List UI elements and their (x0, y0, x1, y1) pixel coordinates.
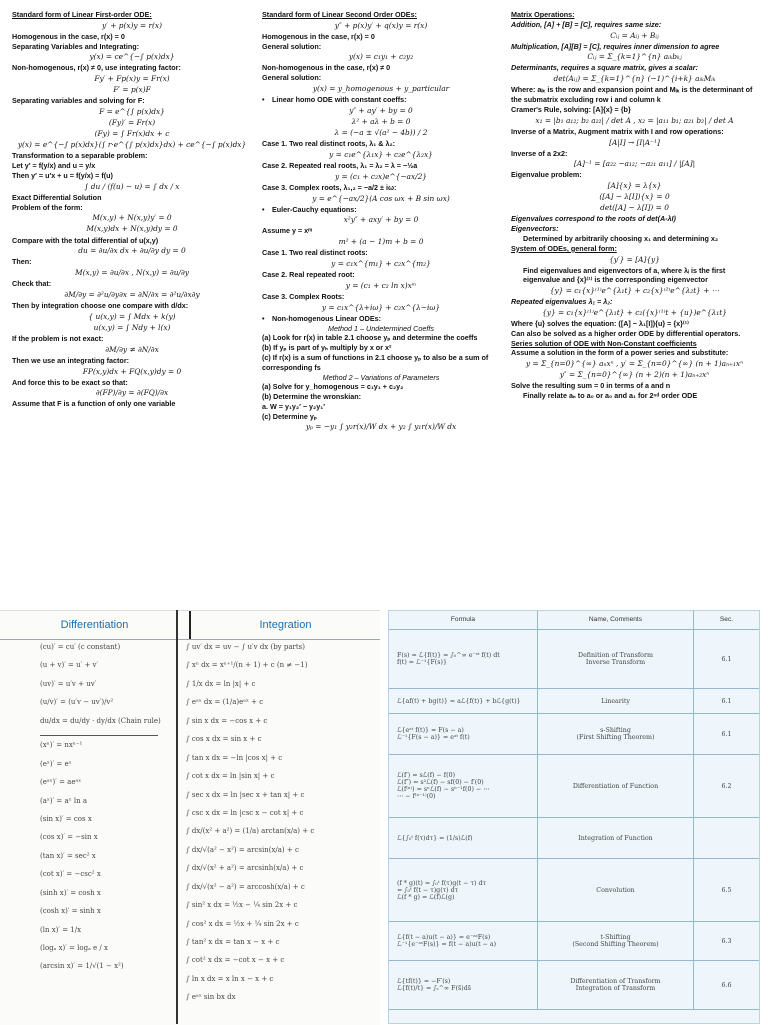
integral-rule: ∫ tan x dx = −ln |cos x| + c (186, 753, 283, 762)
name-line: (First Shifting Theorem) (576, 734, 655, 741)
text-line: Case 1. Two real distinct roots: (262, 248, 368, 258)
name-cell (538, 961, 694, 1009)
equation: det(Aᵢⱼ) = Σ_{k=1}^{n} (−1)^{i+k} aᵢₖMᵢₖ (553, 74, 716, 84)
laplace-row (389, 961, 759, 1010)
equation: y″ = Σ_{n=0}^{∞} (n + 2)(n + 1)aₙ₊₂xⁿ (559, 370, 710, 380)
equation: ([A] − λ[I]){x} = 0 (599, 192, 670, 202)
name-line: Convolution (596, 886, 635, 894)
laplace-transform-table (388, 610, 760, 1024)
laplace-row (389, 714, 759, 755)
name-line: Differentiation of Function (572, 782, 659, 790)
integral-rule: ∫ sin² x dx = ½x − ¼ sin 2x + c (186, 901, 298, 910)
equation: y = Σ_{n=0}^{∞} aₙxⁿ , y′ = Σ_{n=0}^{∞} (n + 1)aₙ₊₁xⁿ (525, 359, 744, 369)
equation: (Fy) = ∫ Fr(x)dx + c (94, 129, 170, 139)
derivative-rule: (eˣ)′ = eˣ (40, 759, 72, 768)
equation: y′ + p(x)y = r(x) (102, 20, 162, 30)
header-name: Name, Comments (538, 611, 694, 629)
section-heading: Series solution of ODE with Non-Constant coefficients (511, 338, 697, 348)
derivative-rule: (cot x)′ = −csc² x (40, 870, 101, 879)
text-line: Method 2 – Variations of Parameters (322, 372, 440, 382)
text-line: Eigenvalue problem: (511, 170, 582, 180)
formula-line: ℒ(f″) = s²ℒ(f) − sf(0) − f′(0) (397, 779, 484, 786)
formula-cell (389, 714, 538, 754)
formula-line: ℒ{f(t)/t} = ∫ₛ^∞ F(s̃)ds̃ (397, 985, 471, 992)
integral-rule: ∫ dx/√(a² − x²) = arcsin(x/a) + c (186, 845, 299, 854)
formula-cell (389, 922, 538, 960)
name-cell (538, 689, 694, 713)
formula-line: ℒ{∫₀ᵗ f(τ)dτ} = (1/s)ℒ(f) (397, 834, 473, 842)
name-line: t-Shifting (600, 934, 631, 941)
integral-rule: ∫ sin x dx = −cos x + c (186, 716, 268, 725)
equation: [A]{x} = λ{x} (607, 181, 662, 191)
integral-rule: ∫ cos² x dx = ½x + ¼ sin 2x + c (186, 919, 299, 928)
text-line: Where {u} solves the equation: ([A] − λ₁[I]){u} = {x}⁽¹⁾ (511, 319, 689, 329)
text-line: Compare with the total differential of u(x,y) (12, 235, 159, 245)
text-line: Separating variables and solving for F: (12, 96, 145, 106)
name-cell (538, 755, 694, 817)
equation: y(x) = ce^{−∫ p(x)dx} (89, 52, 175, 62)
equation: y(x) = y_homogenous + y_particular (312, 84, 450, 94)
text-line: Check that: (12, 279, 52, 289)
section-cell: 6.1 (721, 697, 732, 705)
name-line: Definition of Transform (578, 652, 653, 659)
equation: y(x) = e^{−∫ p(x)dx}(∫ r·e^{∫ p(x)dx}dx) + ce^{−∫ p(x)dx} (17, 140, 247, 150)
formula-line: ℒ(f * g) = ℒ(f)ℒ(g) (397, 893, 455, 901)
formula-cell (389, 818, 538, 858)
integral-rule: ∫ tan² x dx = tan x − x + c (186, 938, 280, 946)
text-line: General solution: (262, 73, 322, 83)
name-line: Differentiation of Transform (570, 978, 661, 985)
name-line: Integration of Transform (575, 985, 656, 992)
formula-line: ℒ{f(t − a)u(t − a)} = e⁻ᵃˢF(s) (397, 934, 491, 941)
equation: {y′} = [A]{y} (609, 254, 660, 264)
laplace-row (389, 630, 759, 689)
text-line: Eigenvectors: (511, 224, 559, 234)
text-line: Assume a solution in the form of a power series and substitute: (511, 348, 729, 358)
equation: ∂M/∂y = ∂²u/∂y∂x = ∂N/∂x = ∂²u/∂x∂y (64, 289, 200, 299)
text-line: Non-homogenous, r(x) ≠ 0, use integrating factor: (12, 63, 181, 73)
derivative-rule: (eᵃˣ)′ = aeᵃˣ (40, 778, 82, 787)
text-line: Eigenvalues correspond to the roots of det(A-λI) (511, 214, 676, 224)
text-line: Repeated eigenvalues λ₁ = λ₂: (511, 297, 613, 307)
derivative-rule: (u + v)′ = u′ + v′ (40, 661, 99, 670)
text-line: Determined by arbitrarily choosing x₁ and determining x₂ (523, 233, 719, 243)
laplace-row (389, 689, 759, 714)
text-line: Case 2. Repeated real roots, λ₁ = λ₂ = λ = −½a (262, 160, 418, 170)
text-line: Transformation to a separable problem: (12, 151, 148, 161)
section-heading: Standard form of Linear Second Order ODEs: (262, 10, 417, 19)
equation: [A|I] → [I|A⁻¹] (609, 137, 660, 147)
equation: (Fy)′ = Fr(x) (108, 118, 156, 128)
formula-line: (f * g)(t) = ∫₀ᵗ f(τ)g(t − τ) dτ (397, 879, 486, 887)
equation: yₚ = −y₁ ∫ y₂r(x)/W dx + y₂ ∫ y₁r(x)/W dx (305, 422, 457, 432)
equation: y = c₁x^{m₁} + c₂x^{m₂} (331, 259, 431, 269)
text-line: Multiplication, [A][B] = [C], requires inner dimension to agree (511, 41, 720, 51)
formula-line: ℒ{tf(t)} = −F′(s) (397, 978, 451, 985)
section-cell: 6.3 (721, 937, 732, 945)
text-line: Solve the resulting sum = 0 in terms of a and n (511, 381, 671, 391)
text-line: Case 2. Real repeated root: (262, 270, 355, 280)
text-line: Can also be solved as a higher order ODE by differential operators. (511, 328, 741, 338)
equation: {y} = c₁{x}⁽¹⁾e^{λ₁t} + c₂{x}⁽²⁾e^{λ₂t} + ⋯ (549, 286, 720, 296)
derivative-rule: (cos x)′ = −sin x (40, 833, 98, 842)
differentiation-integration-table (0, 610, 380, 1025)
section-heading: System of ODEs, general form: (511, 243, 617, 253)
equation: ∂M/∂y ≠ ∂N/∂x (105, 344, 159, 354)
equation: det([A] − λ[I]) = 0 (600, 203, 669, 213)
text-line: Find eigenvalues and eigenvectors of a, where λᵢ is the first eigenvalue and {x}⁽¹⁾ is the corresponding eigenvector (523, 265, 726, 285)
name-cell (538, 714, 694, 754)
derivative-rule: (cosh x)′ = sinh x (40, 907, 101, 916)
text-line: And force this to be exact so that: (12, 377, 128, 387)
equation: u(x,y) = ∫ Ndy + l(x) (93, 322, 171, 332)
text-line: (a) Look for r(x) in table 2.1 choose yₚ and determine the coeffs (262, 333, 478, 343)
derivative-rule: (u/v)′ = (u′v − uv′)/v² (40, 698, 114, 707)
name-line: Integration of Function (578, 834, 653, 842)
rule-separator (40, 735, 158, 736)
integral-rule: ∫ sec x dx = ln |sec x + tan x| + c (186, 790, 305, 799)
integration-title: Integration (259, 619, 312, 631)
derivative-rule: (arcsin x)′ = 1/√(1 − x²) (40, 962, 124, 971)
text-line: Non-homogenous in the case, r(x) ≠ 0 (262, 63, 391, 73)
equation: [A]⁻¹ = [a₂₂ −a₁₂; −a₂₁ a₁₁] / |[A]| (573, 159, 696, 169)
equation: m² + (a − 1)m + b = 0 (338, 237, 424, 247)
column-matrix-operations (511, 10, 758, 401)
text-line: Inverse of a Matrix, Augment matrix with I and row operations: (511, 126, 724, 136)
integral-rule: ∫ uv′ dx = uv − ∫ u′v dx (by parts) (186, 643, 306, 651)
derivative-rule: (xⁿ)′ = nxⁿ⁻¹ (40, 741, 83, 750)
equation: ∫ du / (f(u) − u) = ∫ dx / x (84, 181, 180, 191)
column-second-order-odes (262, 10, 500, 433)
equation: Fy′ + Fp(x)y = Fr(x) (94, 74, 170, 84)
name-line: Inverse Transform (585, 659, 646, 666)
integral-rule: ∫ xⁿ dx = xⁿ⁺¹/(n + 1) + c (n ≠ −1) (186, 661, 308, 670)
differentiation-list (40, 643, 170, 1025)
laplace-row (389, 818, 759, 859)
integral-rule: ∫ csc x dx = ln |csc x − cot x| + c (186, 808, 304, 817)
text-line: Exact Differential Solution (12, 192, 102, 202)
text-line: Where: aᵢₖ is the row and expansion point and Mᵢₖ is the determinant of the submatrix excluding row i and column k (511, 85, 753, 105)
derivative-rule: (cu)′ = cu′ (c constant) (40, 643, 121, 651)
formula-line: ⋯ − f⁽ⁿ⁻¹⁾(0) (397, 793, 436, 800)
formula-line: ℒ{eᵃᵗ f(t)} = F(s − a) (397, 727, 464, 734)
equation: x₁ = |b₁ a₁₂; b₂ a₂₂| / det A , x₂ = |a₁₁ b₁; a₂₁ b₂| / det A (535, 115, 734, 125)
integral-rule: ∫ eᵃˣ dx = (1/a)eᵃˣ + c (186, 698, 264, 707)
integration-list (186, 643, 376, 1025)
formula-line: ℒ⁻¹{F(s − a)} = eᵃᵗ f(t) (397, 734, 470, 741)
text-line: Homogenous in the case, r(x) = 0 (262, 31, 375, 41)
equation: y = (c₁ + c₂x)e^{−ax/2} (334, 171, 428, 181)
formula-cell (389, 689, 538, 713)
integral-rule: ∫ ln x dx = x ln x − x + c (186, 974, 274, 983)
text-line: Case 3. Complex roots, λ₁,₂ = −a/2 ± iω: (262, 182, 397, 192)
equation: λ² + aλ + b = 0 (351, 116, 411, 126)
text-line: Case 1. Two real distinct roots, λ₁ & λ₂: (262, 139, 396, 149)
differentiation-title: Differentiation (0, 611, 191, 639)
formula-line: = ∫₀ᵗ f(t − τ)g(τ) dτ (397, 886, 459, 894)
equation: ∂(FP)/∂y = ∂(FQ)/∂x (95, 388, 169, 398)
text-line: Separating Variables and Integrating: (12, 41, 140, 51)
name-line: s-Shifting (600, 727, 631, 734)
column-first-order-odes (12, 10, 252, 409)
text-line: • Non-homogenous Linear ODEs: (262, 314, 500, 324)
derivative-rule: (ln x)′ = 1/x (40, 925, 82, 934)
integral-rule: ∫ dx/√(x² + a²) = arcsinh(x/a) + c (186, 864, 304, 873)
name-cell (538, 630, 694, 688)
equation: y = c₁e^{λ₁x} + c₂e^{λ₂x} (329, 149, 433, 159)
text-line: Homogenous in the case, r(x) = 0 (12, 31, 125, 41)
integral-rule: ∫ cot x dx = ln |sin x| + c (186, 772, 275, 781)
text-line: If the problem is not exact: (12, 333, 104, 343)
text-line: Then y′ = u′x + u = f(y/x) = f(u) (12, 170, 113, 180)
text-line: Case 3. Complex Roots: (262, 291, 345, 301)
header-formula: Formula (389, 611, 538, 629)
laplace-header-row (389, 611, 759, 630)
text-line: (c) Determine yₚ (262, 411, 318, 421)
integral-rule: ∫ eᵃˣ sin bx dx (186, 993, 236, 1002)
formula-line: ℒ(f′) = sℒ(f) − f(0) (397, 772, 456, 779)
name-line: (Second Shifting Theorem) (572, 941, 659, 948)
integral-rule: ∫ cos x dx = sin x + c (186, 735, 262, 744)
section-cell: 6.1 (721, 655, 732, 663)
text-line: Addition, [A] + [B] = [C], requires same size: (511, 19, 662, 29)
equation: Cᵢⱼ = Σ_{k=1}^{n} aᵢₖbₖⱼ (587, 52, 682, 62)
formula-cell (389, 755, 538, 817)
derivative-rule: (uv)′ = u′v + uv′ (40, 679, 97, 688)
formula-line: F(s) = ℒ{f(t)} = ∫₀^∞ e⁻ˢᵗ f(t) dt (397, 652, 500, 659)
derivative-rule: du/dx = du/dy · dy/dx (Chain rule) (40, 716, 161, 725)
text-line: Then by integration choose one compare with d/dx: (12, 301, 189, 311)
text-line: (b) If yₚ is part of yₕ multiply by x or x² (262, 343, 392, 353)
integral-rule: ∫ dx/√(x² − a²) = arccosh(x/a) + c (186, 882, 305, 891)
equation: y = e^{−ax/2}(A cos ωx + B sin ωx) (312, 193, 450, 203)
equation: λ = (−a ± √(a² − 4b)) / 2 (334, 128, 428, 137)
formula-line: ℒ{af(t) + bg(t)} = aℒ{f(t)} + bℒ{g(t)} (397, 697, 521, 705)
text-line: • Linear homo ODE with constant coeffs: (262, 95, 500, 105)
text-line: Inverse of a 2x2: (511, 148, 568, 158)
equation: x²y″ + axy′ + by = 0 (343, 215, 419, 225)
text-line: (c) If r(x) is a sum of functions in 2.1 choose yₚ to also be a sum of corresponding fs (262, 352, 489, 372)
header-section: Sec. (719, 616, 734, 623)
section-heading: Matrix Operations: (511, 10, 575, 19)
name-line: Linearity (601, 697, 630, 705)
equation: F = e^{∫ p(x)dx} (99, 107, 165, 117)
integral-rule: ∫ 1/x dx = ln |x| + c (186, 679, 256, 688)
equation: FP(x,y)dx + FQ(x,y)dy = 0 (82, 366, 182, 376)
formula-line: f(t) = ℒ⁻¹{F(s)} (397, 659, 447, 666)
text-line: Determinants, requires a square matrix, gives a scalar: (511, 63, 698, 73)
section-cell: 6.2 (721, 782, 732, 790)
formula-line: ℒ(f⁽ⁿ⁾) = sⁿℒ(f) − sⁿ⁻¹f(0) − ⋯ (397, 786, 490, 793)
text-line: Problem of the form: (12, 202, 83, 212)
integral-rule: ∫ dx/(x² + a²) = (1/a) arctan(x/a) + c (186, 827, 315, 836)
text-line: Then we use an integrating factor: (12, 355, 130, 365)
derivative-rule: (aˣ)′ = aˣ ln a (40, 796, 88, 805)
integral-rule: ∫ cot² x dx = −cot x − x + c (186, 956, 285, 965)
section-heading: Standard form of Linear First-order ODE: (12, 10, 152, 19)
section-cell: 6.5 (721, 886, 732, 894)
derivative-rule: (sinh x)′ = cosh x (40, 888, 101, 897)
name-cell (538, 922, 694, 960)
equation: y = c₁x^{λ+iω} + c₂x^{λ−iω} (321, 302, 441, 312)
equation: y″ + p(x)y′ + q(x)y = r(x) (334, 20, 428, 30)
text-line: (a) Solve for y_homogenous = c₁y₁ + c₂y₂ (262, 382, 404, 392)
equation: { u(x,y) = ∫ Mdx + k(y) (88, 311, 176, 321)
derivative-rule: (logₐ x)′ = logₐ e / x (40, 944, 108, 952)
laplace-row (389, 755, 759, 818)
text-line: • Euler-Cauchy equations: (262, 205, 500, 215)
text-line: Cramer's Rule, solving: [A]{x} = {b} (511, 104, 631, 114)
derivative-rule: (sin x)′ = cos x (40, 814, 92, 823)
name-cell (538, 818, 694, 858)
section-cell: 6.6 (721, 981, 732, 989)
formula-cell (389, 630, 538, 688)
text-line: Finally relate aₙ to a₀ or a₀ and a₁ for 2ⁿᵈ order ODE (523, 391, 698, 401)
text-line: General solution: (262, 41, 322, 51)
section-cell (694, 818, 759, 858)
text-line: Assume that F is a function of only one variable (12, 399, 176, 409)
text-line: a. W = y₁y₂′ − y₂y₁′ (262, 401, 325, 411)
equation: y″ + ay′ + by = 0 (349, 105, 413, 115)
equation: {y} = c₁{x}⁽¹⁾e^{λ₁t} + c₂({x}⁽¹⁾t + {u})e^{λ₁t} (542, 307, 727, 317)
text-line: Then: (12, 257, 32, 267)
equation: y = (c₁ + c₂ ln x)xᵐ (345, 280, 417, 290)
equation: M(x,y)dx + N(x,y)dy = 0 (86, 224, 178, 234)
derivative-rule: (tan x)′ = sec² x (40, 851, 96, 860)
text-line: Let y′ = f(y/x) and u = y/x (12, 161, 96, 171)
table-divider (176, 610, 178, 1024)
equation: Cᵢⱼ = Aᵢⱼ + Bᵢⱼ (610, 30, 659, 40)
section-cell: 6.1 (721, 730, 732, 738)
laplace-row (389, 922, 759, 961)
text-line: Method 1 – Undetermined Coeffs (328, 323, 434, 333)
equation: M(x,y) + N(x,y)y′ = 0 (92, 213, 172, 223)
name-cell (538, 859, 694, 921)
formula-line: ℒ⁻¹{e⁻ᵃˢF(s)} = f(t − a)u(t − a) (397, 941, 497, 948)
formula-cell (389, 961, 538, 1009)
text-line: Assume y = xᵐ (262, 226, 313, 236)
equation: y(x) = c₁y₁ + c₂y₂ (348, 52, 414, 62)
equation: F′ = p(x)F (113, 85, 151, 95)
equation: M(x,y) = ∂u/∂x , N(x,y) = ∂u/∂y (75, 268, 189, 278)
formula-cell (389, 859, 538, 921)
equation: du = ∂u/∂x dx + ∂u/∂y dy = 0 (78, 246, 186, 256)
laplace-row (389, 859, 759, 922)
text-line: (b) Determine the wronskian: (262, 392, 362, 402)
